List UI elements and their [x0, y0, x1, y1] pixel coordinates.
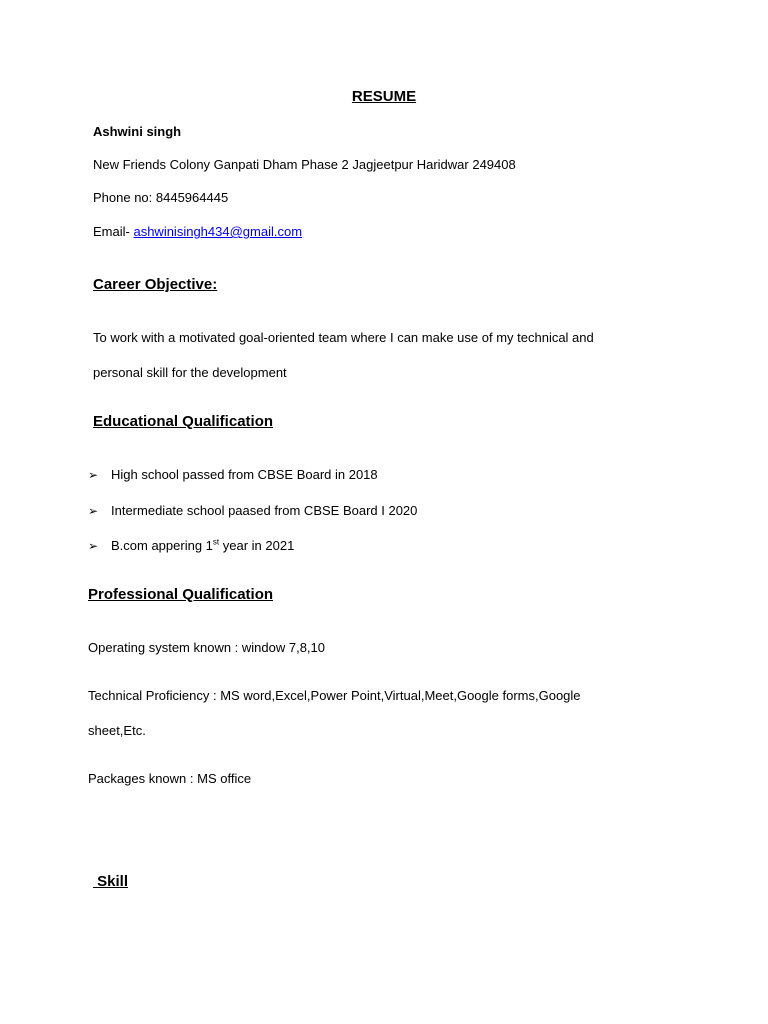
career-objective-heading: Career Objective: [93, 276, 218, 293]
address-line: New Friends Colony Ganpati Dham Phase 2 Jagjeetpur Haridwar 249408 [93, 157, 516, 172]
technical-proficiency-line-1: Technical Proficiency : MS word,Excel,Power Point,Virtual,Meet,Google forms,Google [88, 688, 581, 703]
list-item [111, 538, 294, 554]
bullet-arrow-icon: ➢ [88, 504, 99, 518]
professional-qualification-heading: Professional Qualification [88, 586, 274, 603]
packages-line: Packages known : MS office [88, 771, 252, 786]
educational-qualification-heading: Educational Qualification [93, 413, 274, 430]
candidate-name: Ashwini singh [93, 124, 182, 139]
ordinal-suffix: st [212, 537, 220, 547]
list-item-text: B.com appering 1 [111, 538, 213, 553]
resume-title: RESUME [351, 88, 417, 105]
email-label: Email- [93, 224, 130, 239]
list-item: Intermediate school paased from CBSE Board I 2020 [111, 503, 418, 518]
bullet-arrow-icon: ➢ [88, 539, 99, 553]
technical-proficiency-line-2: sheet,Etc. [88, 723, 146, 738]
career-objective-line-1: To work with a motivated goal-oriented team where I can make use of my technical and [93, 330, 594, 345]
operating-system-line: Operating system known : window 7,8,10 [88, 640, 326, 655]
list-item: High school passed from CBSE Board in 2018 [111, 467, 378, 482]
phone-line: Phone no: 8445964445 [93, 190, 229, 205]
list-item-text: year in 2021 [219, 538, 295, 553]
bullet-arrow-icon: ➢ [88, 468, 99, 482]
skill-heading: Skill [93, 873, 129, 890]
email-link[interactable]: ashwinisingh434@gmail.com [133, 224, 303, 239]
career-objective-line-2: personal skill for the development [93, 365, 287, 380]
email-line [93, 224, 302, 240]
